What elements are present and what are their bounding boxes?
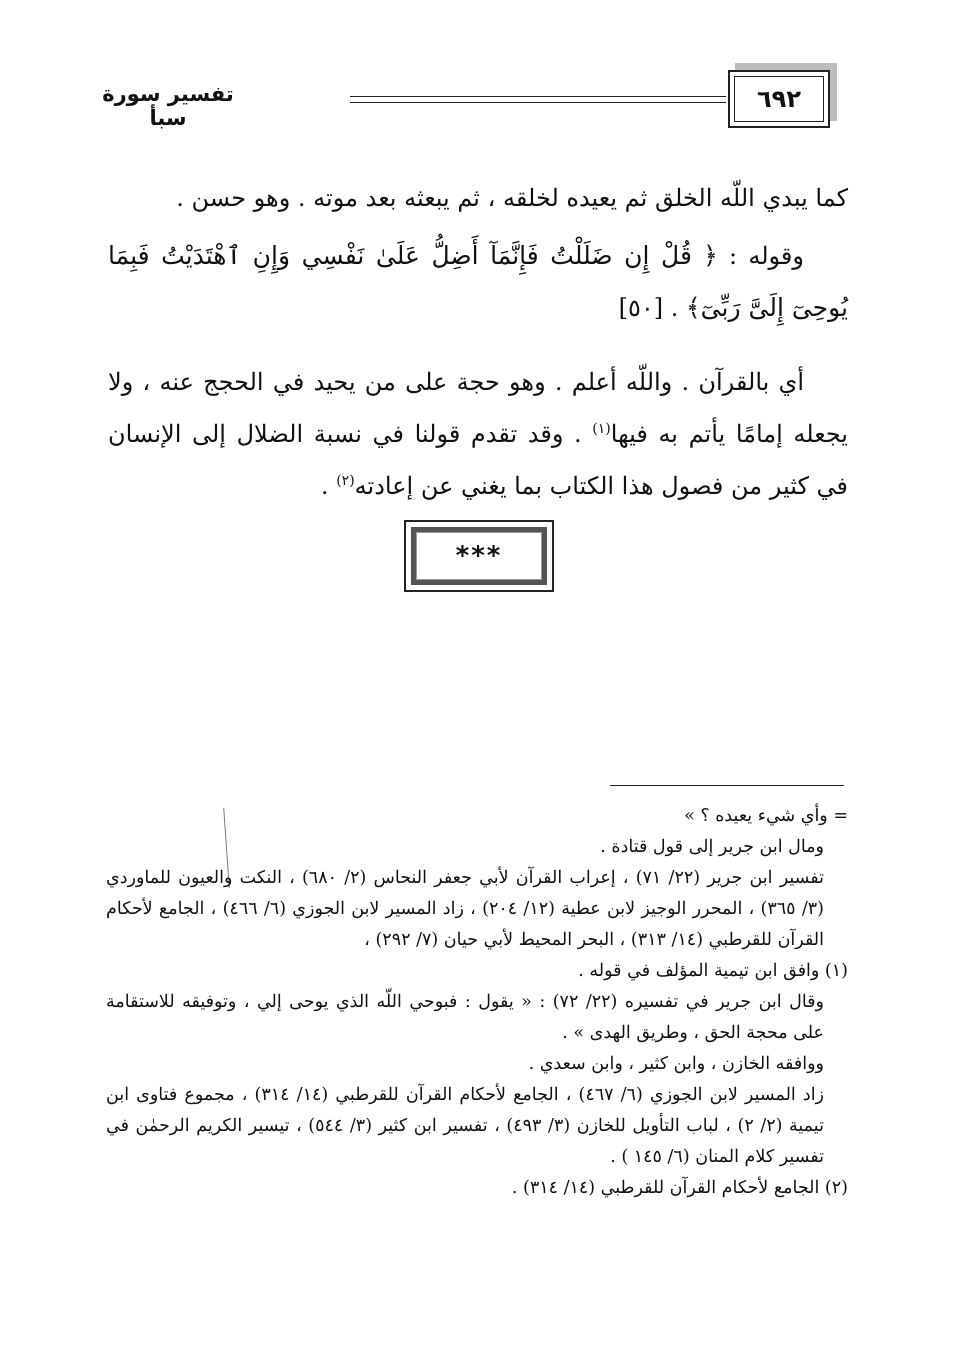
page-number-box: [728, 70, 830, 128]
commentary-paragraph: [108, 356, 848, 512]
running-title: تفسير سورة سبأ: [102, 82, 234, 130]
footnote-line: = وأي شيء يعيده ؟ »: [684, 806, 848, 826]
footnote-line: زاد المسير لابن الجوزي (٦/ ٤٦٧) ، الجامع لأحكام القرآن للقرطبي (١٤/ ٣١٤) ، مجموع فتاوى ابن تيمية (٢/ ٢) ، لباب التأويل للخازن (٣/ ٤٩٣) ، تفسير ابن كثير (٣/ ٥٤٤) ، تيسير الكريم الرحمٰن في تفسير كلام المنان (٦/ ١٤٥ ) .: [106, 1085, 825, 1167]
section-separator: [404, 520, 554, 592]
main-text: [108, 172, 848, 512]
footnote-ref-2: (٢): [336, 473, 355, 489]
commentary-end: .: [320, 472, 337, 500]
quote-intro: وقوله :: [717, 242, 804, 270]
text-line-1: كما يبدي اللّه الخلق ثم يعيده لخلقه ، ثم يبعثه بعد موته . وهو حسن .: [176, 184, 848, 212]
page-header: [0, 0, 956, 140]
quran-quote-paragraph: [108, 230, 848, 334]
footnote-line: (٢) الجامع لأحكام القرآن للقرطبي (١٤/ ٣١٤) .: [511, 1178, 848, 1198]
quran-verse: قُلْ إِن ضَلَلْتُ فَإِنَّمَآ أَضِلُّ عَلَىٰ نَفْسِي وَإِنِ ٱهْتَدَيْتُ فَبِمَا يُوحِىٓ إِلَىَّ رَبِّىٓ: [108, 241, 848, 322]
separator-stars: ***: [411, 527, 547, 585]
footnote-line: وقال ابن جرير في تفسيره (٢٢/ ٧٢) : « يقول : فبوحي اللّه الذي يوحى إلي ، وتوفيقه للاستقامة على محجة الحق ، وطريق الهدى » .: [106, 992, 824, 1043]
verse-reference: . [٥٠]: [618, 294, 687, 322]
footnote-line: ومال ابن جرير إلى قول قتادة .: [600, 837, 824, 857]
footnote-ref-1: (١): [592, 421, 611, 437]
header-rule: [350, 96, 726, 103]
footnote-line: ووافقه الخازن ، وابن كثير ، وابن سعدي .: [528, 1054, 824, 1074]
commentary-part-2: . وقد تقدم قولنا في نسبة الضلال إلى الإنسان في كثير من فصول هذا الكتاب بما يغني عن إعادته: [108, 420, 848, 500]
ornate-bracket-open: ﴿: [703, 241, 718, 270]
page-number: ٦٩٢: [734, 76, 824, 122]
footnote-rule: [610, 785, 844, 786]
commentary-part-1: أي بالقرآن . واللّه أعلم . وهو حجة على من يحيد في الحجج عنه ، ولا يجعله إمامًا يأتم به فيها: [108, 368, 848, 448]
ornate-bracket-close: ﴾: [686, 293, 701, 322]
footnote-line: (١) وافق ابن تيمية المؤلف في قوله .: [578, 961, 848, 981]
footnote-line: تفسير ابن جرير (٢٢/ ٧١) ، إعراب القرآن لأبي جعفر النحاس (٢/ ٦٨٠) ، النكت والعيون للماوردي (٣/ ٣٦٥) ، المحرر الوجيز لابن عطية (١٢/ ٢٠٤) ، زاد المسير لابن الجوزي (٦/ ٤٦٦) ، الجامع لأحكام القرآن للقرطبي (١٤/ ٣١٣) ، البحر المحيط لأبي حيان (٧/ ٢٩٢) ،: [106, 868, 824, 950]
footnotes: [106, 801, 848, 1204]
